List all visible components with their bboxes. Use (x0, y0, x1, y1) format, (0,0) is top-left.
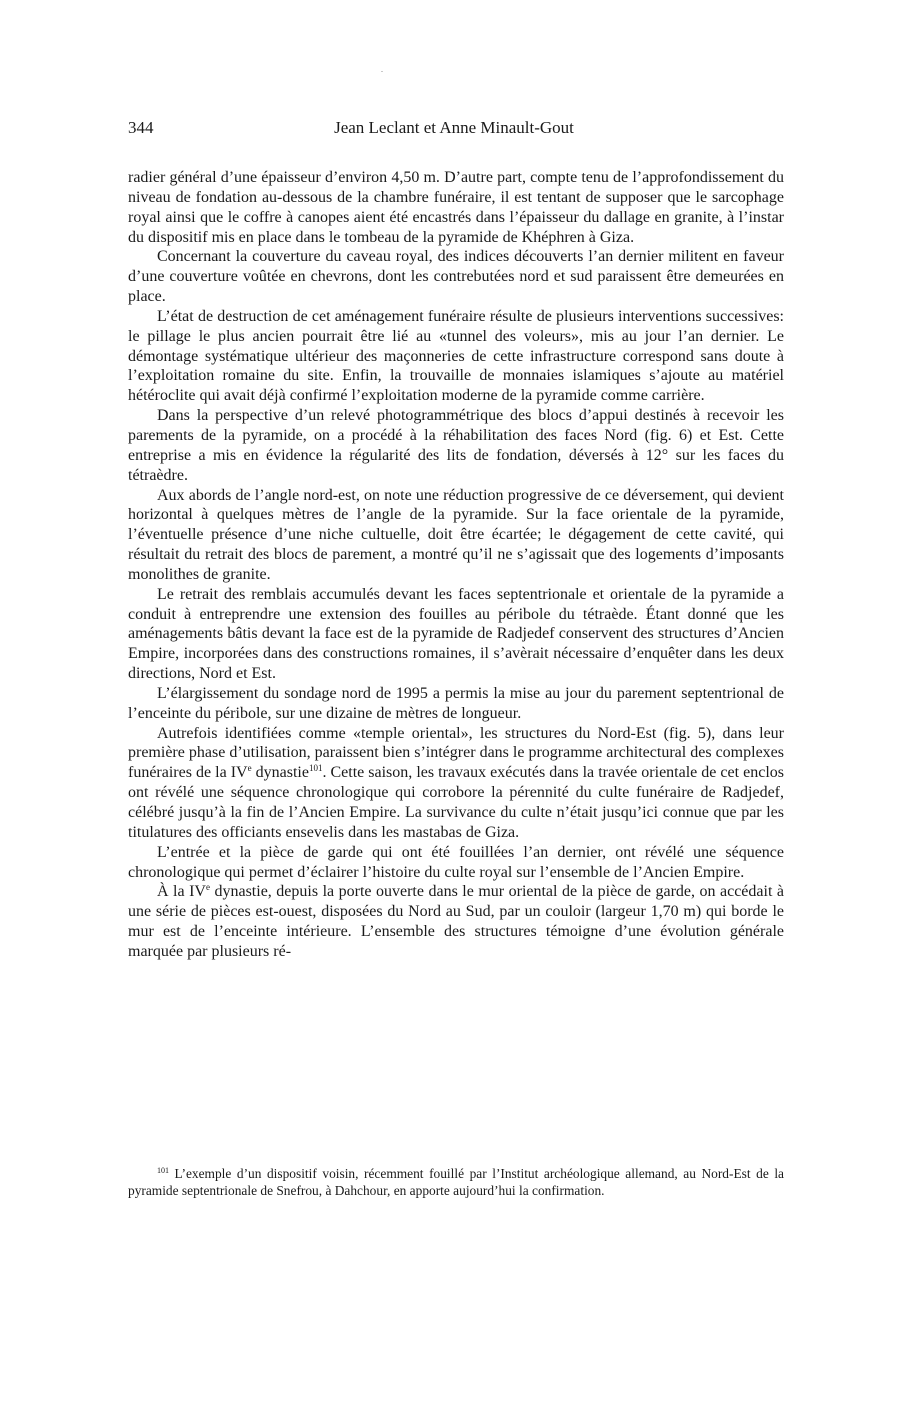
running-head: Jean Leclant et Anne Minault-Gout (334, 118, 574, 137)
footnote-number: 101 (157, 1166, 169, 1175)
paragraph-2: Concernant la couverture du caveau royal, des indices découverts l’an dernier militent en faveur d’une couverture voûtée en chevrons, dont les contrebutées nord et sud paraissent être demeurées en place. (128, 248, 784, 306)
paragraph-5: Aux abords de l’angle nord-est, on note une réduction progressive de ce déversement, qui devient horizontal à quelques mètres de l’angle de la pyramide. Sur la face orientale de la pyramide, l’éventuelle présence d’une niche cultuelle, doit être écartée; le dégagement de cette cavité, qui résultait du retrait des blocs de parement, a montré qu’il ne s’agissait que des logements d’imposants monolithes de granite. (128, 486, 784, 583)
paragraph-10-part-a: À la IV (157, 883, 206, 901)
footnote-reference: 101 (308, 763, 323, 774)
footnote (128, 1166, 784, 1199)
paragraph-10-part-b: dynastie, depuis la porte ouverte dans le mur oriental de la pièce de garde, on accédait à une série de pièces est-ouest, disposées du Nord au Sud, par un couloir (largeur 1,70 m) qui borde le mur est de l’enceinte intérieure. L’ensemble des structures témoigne d’une évolution générale marquée par plusieurs ré- (128, 883, 784, 960)
paragraph-7: L’élargissement du sondage nord de 1995 a permis la mise au jour du parement septentrional de l’enceinte du péribole, sur une dizaine de mètres de longueur. (128, 684, 784, 722)
paragraph-10 (128, 882, 784, 961)
ordinal-superscript: e (247, 763, 252, 774)
paragraph-4: Dans la perspective d’un relevé photogrammétrique des blocs d’appui destinés à recevoir les parements de la pyramide, on a procédé à la réhabilitation des faces Nord (fig. 6) et Est. Cette entreprise a mis en évidence la régularité des lits de fondation, déversés à 12° sur les faces du tétraèdre. (128, 407, 784, 484)
body-text (128, 168, 784, 962)
paragraph-8-part-b: dynastie (251, 764, 309, 782)
paragraph-3: L’état de destruction de cet aménagement funéraire résulte de plusieurs interventions successives: le pillage le plus ancien pourrait être lié au «tunnel des voleurs», mis au jour l’an dernier. Le démontage systématique ultérieur des maçonneries de cette infrastructure correspond sans doute à l’exploitation romaine du site. Enfin, la trouvaille de monnaies islamiques s’ajoute au matériel hétéroclite qui avait déjà confirmé l’exploitation moderne de la pyramide comme carrière. (128, 307, 784, 405)
paragraph-8 (128, 724, 784, 843)
paragraph-8-part-c: . Cette saison, les travaux exécutés dans la travée orientale de cet enclos ont révélé une séquence chronologique qui corrobore la pérennité du culte funéraire de Radjedef, célébré jusqu’à la fin de l’Ancien Empire. La survivance du culte n’était jusqu’ici connue que par les titulatures des officiants ensevelis dans les mastabas de Giza. (128, 764, 784, 841)
footnote-paragraph (128, 1166, 784, 1199)
footnote-text: L’exemple d’un dispositif voisin, récemment fouillé par l’Institut archéologique allemand, au Nord-Est de la pyramide septentrionale de Snefrou, à Dahchour, en apporte aujourd’hui la confirmation. (128, 1166, 784, 1198)
scan-speck (381, 71, 383, 72)
page-number: 344 (128, 118, 154, 137)
page-header (128, 116, 780, 140)
paragraph-8-part-a: Autrefois identifiées comme «temple oriental», les structures du Nord-Est (fig. 5), dans leur première phase d’utilisation, paraissent bien s’intégrer dans le programme architectural des complexes funéraires de la IV (128, 724, 784, 782)
ordinal-superscript: e (205, 882, 210, 893)
paragraph-9: L’entrée et la pièce de garde qui ont été fouillées l’an dernier, ont révélé une séquence chronologique qui permet d’éclairer l’histoire du culte royal sur l’ensemble de l’Ancien Empire. (128, 843, 784, 881)
paragraph-1: radier général d’une épaisseur d’environ 4,50 m. D’autre part, compte tenu de l’approfondissement du niveau de fondation au-dessous de la chambre funéraire, il est tentant de supposer que le sarcophage royal ainsi que le coffre à canopes aient été encastrés dans l’épaisseur du dallage en granite, à l’instar du dispositif mis en place dans le tombeau de la pyramide de Khéphren à Giza. (128, 169, 784, 246)
paragraph-6: Le retrait des remblais accumulés devant les faces septentrionale et orientale de la pyramide a conduit à entreprendre une extension des fouilles au péribole du tétraède. Étant donné que les aménagements bâtis devant la face est de la pyramide de Radjedef conservent des structures d’Ancien Empire, incorporées dans des constructions romaines, il s’avèrait nécessaire d’enquêter dans les deux directions, Nord et Est. (128, 585, 784, 683)
